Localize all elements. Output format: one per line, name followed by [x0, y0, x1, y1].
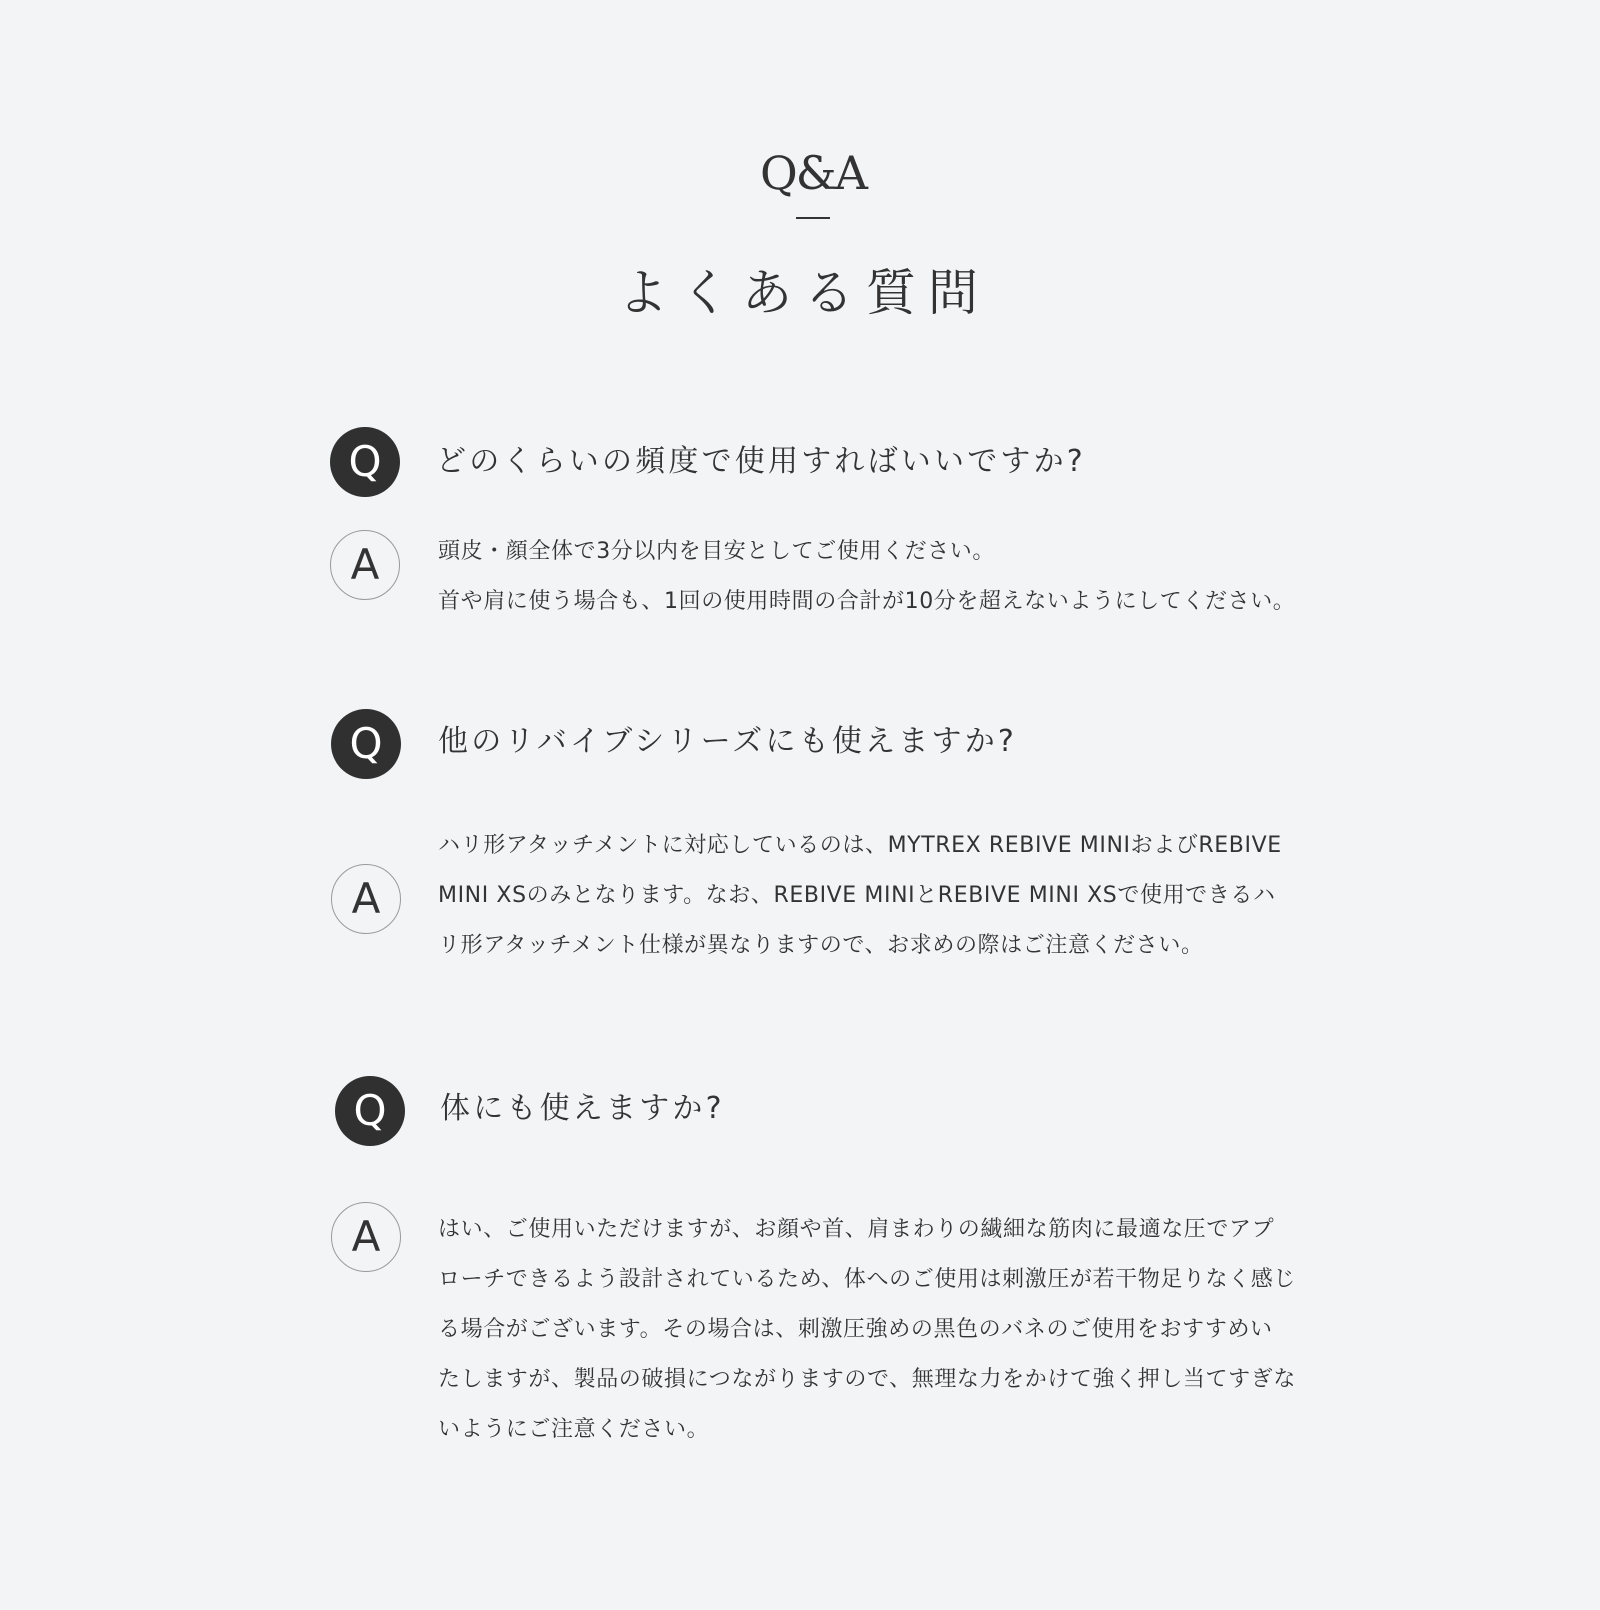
answer-badge: A	[331, 864, 401, 934]
answer-line: 頭皮・顔全体で3分以内を目安としてご使用ください。	[438, 539, 995, 564]
answer-line: MINI XSのみとなります。なお、REBIVE MINIとREBIVE MINI XSで使用できるハ	[438, 883, 1276, 908]
question-badge: Q	[335, 1076, 405, 1146]
answer-line: いようにご注意ください。	[438, 1417, 710, 1442]
answer-line: ローチできるよう設計されているため、体へのご使用は刺激圧が若干物足りなく感じ	[438, 1267, 1296, 1292]
faq-question-2: 他のリバイブシリーズにも使えますか?	[438, 724, 1018, 759]
section-title-en: Q&A	[760, 146, 866, 200]
answer-line: 首や肩に使う場合も、1回の使用時間の合計が10分を超えないようにしてください。	[438, 589, 1296, 614]
question-badge: Q	[330, 427, 400, 497]
faq-question-1: どのくらいの頻度で使用すればいいですか?	[436, 444, 1086, 479]
faq-answer-3	[438, 1205, 1318, 1455]
answer-badge: A	[331, 1202, 401, 1272]
faq-answer-1	[438, 527, 1318, 627]
faq-question-3: 体にも使えますか?	[440, 1091, 725, 1126]
title-divider	[796, 217, 830, 219]
answer-line: る場合がございます。その場合は、刺激圧強めの黒色のバネのご使用をおすすめい	[438, 1317, 1273, 1342]
question-badge: Q	[331, 709, 401, 779]
answer-line: ハリ形アタッチメントに対応しているのは、MYTREX REBIVE MINIおよびREBIVE	[438, 833, 1282, 858]
faq-answer-2	[438, 821, 1318, 971]
answer-line: リ形アタッチメント仕様が異なりますので、お求めの際はご注意ください。	[438, 933, 1204, 958]
answer-badge: A	[330, 530, 400, 600]
answer-line: はい、ご使用いただけますが、お顔や首、肩まわりの繊細な筋肉に最適な圧でアプ	[438, 1217, 1275, 1242]
section-title-ja: よくある質問	[618, 264, 990, 322]
answer-line: たしますが、製品の破損につながりますので、無理な力をかけて強く押し当てすぎな	[438, 1367, 1296, 1392]
